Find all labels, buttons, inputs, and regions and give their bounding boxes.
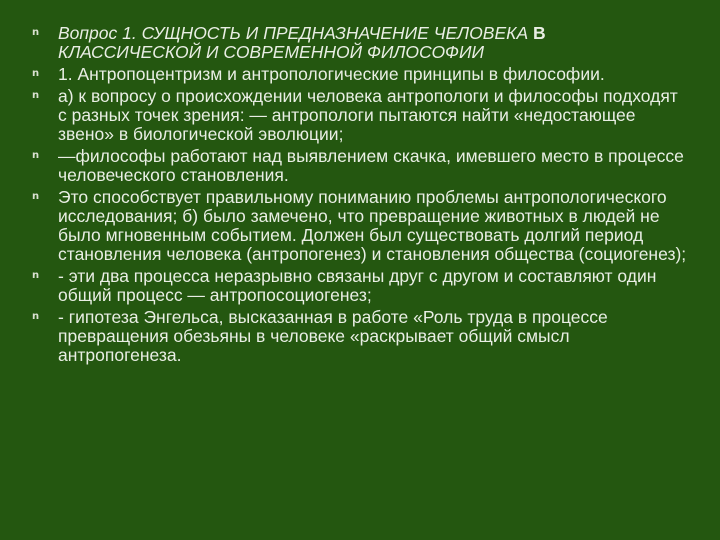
bullet-marker-icon: n (32, 270, 40, 281)
list-item-text: —философы работают над выявлением скачка, имевшего место в процессе человеческого становления. (58, 146, 684, 185)
list-item-text: Это способствует правильному пониманию проблемы антропологического исследования; б) было замечено, что превращение животных в людей не было мгновенным событием. Должен был существовать долгий период становления человека (антропогенез) и становления общества (социогенез); (58, 187, 687, 264)
list-item (32, 87, 690, 144)
bullet-marker-icon: n (32, 27, 40, 38)
bullet-marker-icon: n (32, 311, 40, 322)
list-item (32, 188, 690, 264)
list-item-text: - гипотеза Энгельса, высказанная в работе «Роль труда в процессе превращения обезьяны в человеке «раскрывает общий смысл антропогенеза. (58, 307, 608, 365)
title-bold-text: В (533, 23, 546, 43)
title-item (32, 24, 690, 62)
bullet-marker-icon: n (32, 150, 40, 161)
list-item-text: - эти два процесса неразрывно связаны друг с другом и составляют один общий процесс — антропосоциогенез; (58, 266, 657, 305)
title-text-line-2: КЛАССИЧЕСКОЙ И СОВРЕМЕННОЙ ФИЛОСОФИИ (58, 42, 485, 62)
list-item (32, 147, 690, 185)
bullet-marker-icon: n (32, 90, 40, 101)
title-text: Вопрос 1. СУЩНОСТЬ И ПРЕДНАЗНАЧЕНИЕ ЧЕЛОВЕКА (58, 23, 529, 43)
list-item (32, 65, 690, 84)
list-item-text: а) к вопросу о происхождении человека антропологи и философы подходят с разных точек зрения: — антропологи пытаются найти «недостающее звено» в биологической эволюции; (58, 86, 678, 144)
bullet-marker-icon: n (32, 191, 40, 202)
list-item-text: 1. Антропоцентризм и антропологические принципы в философии. (58, 64, 605, 84)
bullet-marker-icon: n (32, 68, 40, 79)
list-item (32, 308, 690, 365)
list-item (32, 267, 690, 305)
bullet-list (32, 24, 690, 365)
